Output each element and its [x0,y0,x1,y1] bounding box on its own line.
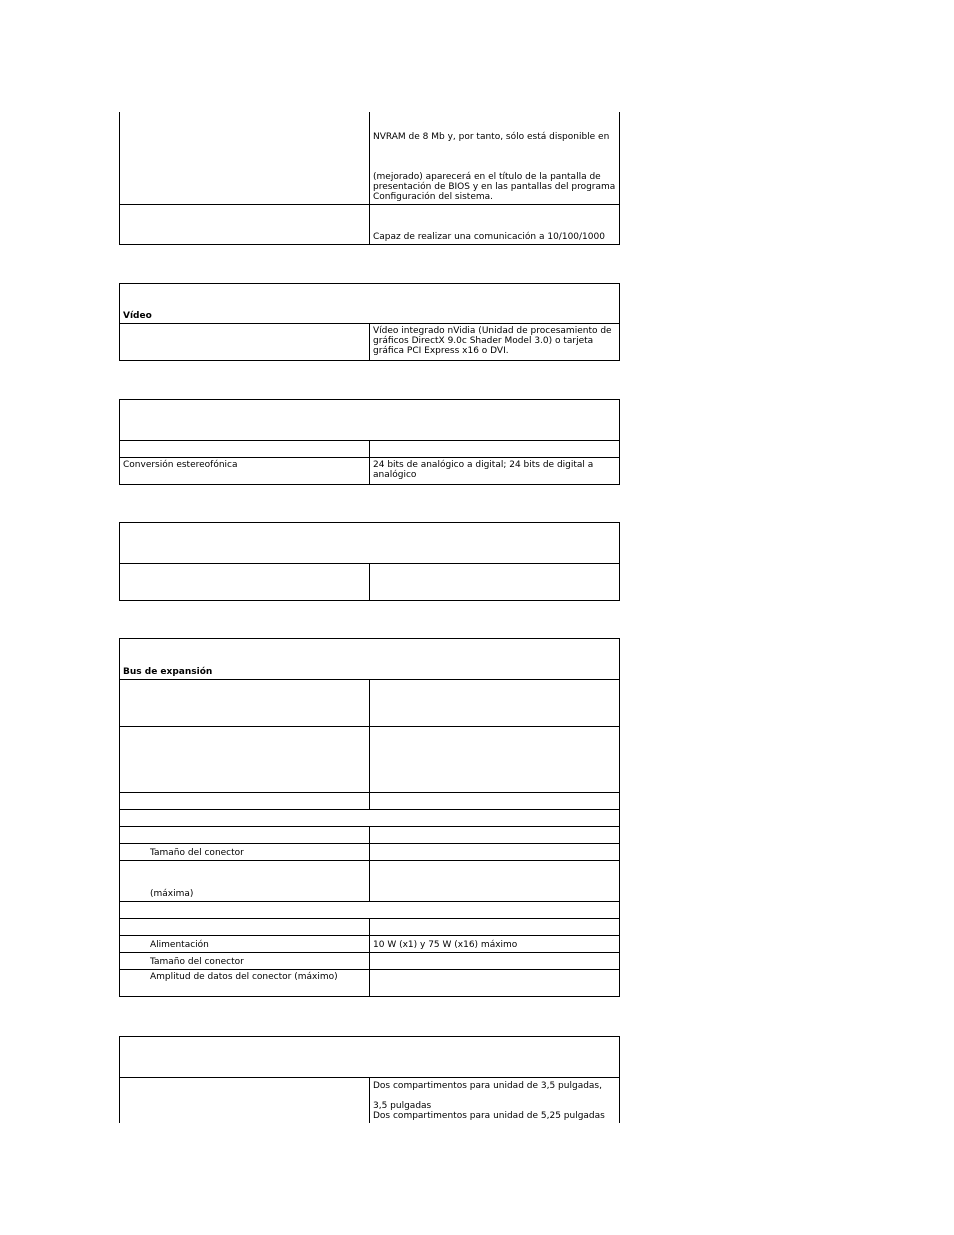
drives-value-cell [370,1078,620,1123]
empty-cell [120,827,370,844]
empty-cell [370,680,620,727]
data-width-label: Amplitud de datos del conector (máximo) [120,970,370,997]
empty-cell [120,441,370,458]
empty-cell [120,112,370,204]
empty-cell [120,324,370,361]
video-header: Vídeo [120,284,620,324]
empty-cell [120,902,620,919]
drives-header [120,1037,620,1078]
nvram-line-2: (mejorado) aparecerá en el título de la pantalla de presentación de BIOS y en las pantallas del programa Configuración del sistema. [373,171,616,202]
bus-header: Bus de expansión [120,639,620,680]
power-value: 10 W (x1) y 75 W (x16) máximo [370,936,620,953]
audio-label: Conversión estereofónica [120,458,370,485]
system-table-continued [119,112,620,245]
connector-size-label: Tamaño del conector [120,953,370,970]
empty-cell [120,810,620,827]
empty-cell [120,793,370,810]
empty-cell [370,861,620,902]
audio-table [119,399,620,485]
drives-line-1: Dos compartimentos para unidad de 3,5 pulgadas, [373,1081,602,1091]
connector-size-label: Tamaño del conector [120,844,370,861]
video-table [119,283,620,361]
blank-table [119,522,620,601]
drives-table [119,1036,620,1123]
power-label: Alimentación [120,936,370,953]
empty-cell [120,564,370,601]
network-value-cell [370,204,620,244]
max-label: (máxima) [120,861,370,902]
empty-cell [370,970,620,997]
nvram-cell [370,112,620,204]
audio-value: 24 bits de analógico a digital; 24 bits de digital a analógico [370,458,620,485]
empty-cell [370,564,620,601]
network-value: Capaz de realizar una comunicación a 10/100/1000 [373,231,605,242]
video-value: Vídeo integrado nVidia (Unidad de procesamiento de gráficos DirectX 9.0c Shader Model 3.0) o tarjeta gráfica PCI Express x16 o DVI. [370,324,620,361]
nvram-line-1: NVRAM de 8 Mb y, por tanto, sólo está disponible en [373,131,610,142]
empty-cell [120,919,370,936]
empty-cell [370,844,620,861]
empty-cell [120,680,370,727]
empty-cell [120,1078,370,1123]
expansion-bus-table [119,638,620,997]
empty-cell [370,441,620,458]
empty-cell [120,727,370,793]
empty-cell [370,919,620,936]
drives-line-3: Dos compartimentos para unidad de 5,25 pulgadas [373,1111,605,1121]
empty-cell [370,953,620,970]
audio-header [120,400,620,441]
drives-line-2: 3,5 pulgadas [373,1101,432,1111]
empty-cell [370,827,620,844]
blank-header [120,523,620,564]
network-label-cell [120,204,370,244]
empty-cell [370,793,620,810]
empty-cell [370,727,620,793]
